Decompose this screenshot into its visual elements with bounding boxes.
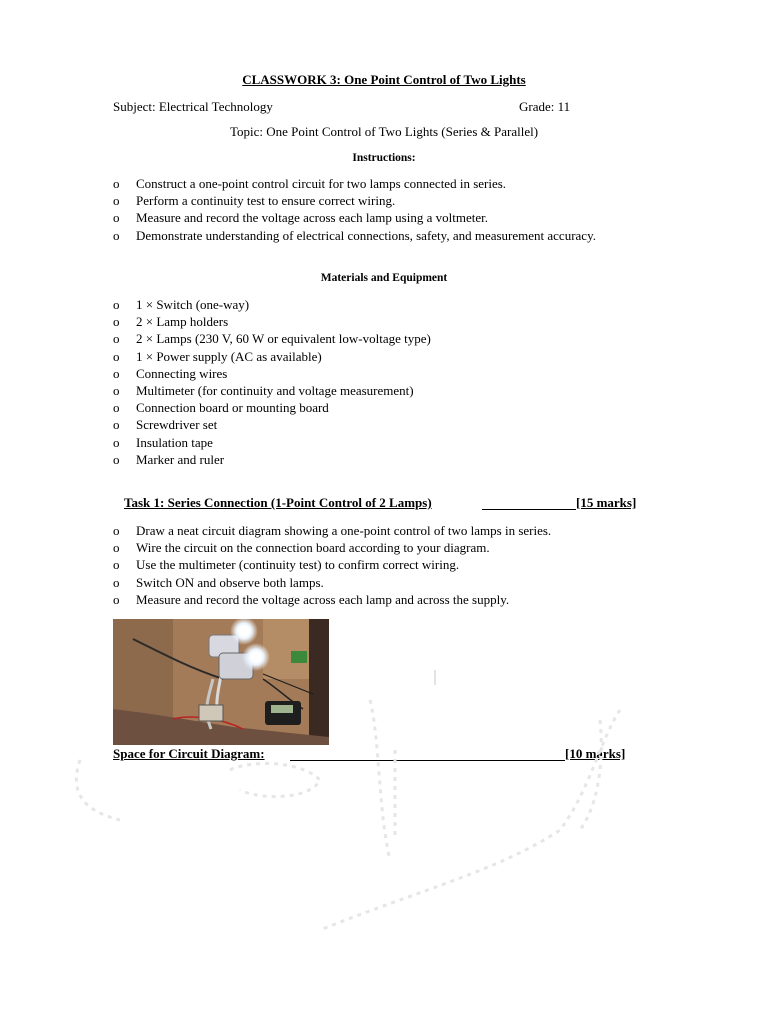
list-item xyxy=(113,175,656,192)
list-item xyxy=(113,574,656,591)
list-item-text: Marker and ruler xyxy=(136,451,225,467)
diagram-label: Space for Circuit Diagram: xyxy=(113,746,265,761)
list-item-text: Connection board or mounting board xyxy=(136,400,329,416)
list-item-text: 1 × Switch (one-way) xyxy=(136,297,250,312)
list-item-text: 2 × Lamps (230 V, 60 W or equivalent low-voltage type) xyxy=(136,331,431,347)
list-item-text: Use the multimeter (continuity test) to confirm correct wiring. xyxy=(136,557,460,573)
list-item xyxy=(113,416,656,433)
list-item xyxy=(113,227,656,244)
topic-line: Topic: One Point Control of Two Lights (Series & Parallel) xyxy=(229,124,539,139)
list-item-text: 2 × Lamp holders xyxy=(136,314,229,330)
task1-gap-line xyxy=(482,509,576,510)
subject-label: Subject: Electrical Technology xyxy=(113,99,273,114)
list-item-text: Perform a continuity test to ensure correct wiring. xyxy=(136,193,396,209)
bullet-icon: o xyxy=(113,227,120,243)
bullet-icon: o xyxy=(113,451,120,467)
instructions-heading: Instructions: xyxy=(352,152,416,164)
list-item-text: Measure and record the voltage across each lamp using a voltmeter. xyxy=(136,210,488,226)
list-item xyxy=(113,556,656,573)
list-item-text: Switch ON and observe both lamps. xyxy=(136,574,324,590)
list-item xyxy=(113,539,656,556)
bullet-icon: o xyxy=(113,193,120,209)
list-item-text: Demonstrate understanding of electrical connections, safety, and measurement accuracy. xyxy=(136,227,596,243)
list-item-text: Insulation tape xyxy=(136,434,213,450)
list-item-text: Multimeter (for continuity and voltage measurement) xyxy=(136,383,414,399)
materials-heading: Materials and Equipment xyxy=(320,272,448,284)
list-item xyxy=(113,192,656,209)
list-item-text: Connecting wires xyxy=(136,365,228,381)
list-item-text: Construct a one-point control circuit for two lamps connected in series. xyxy=(136,176,507,191)
page-title: CLASSWORK 3: One Point Control of Two Lights xyxy=(242,72,526,87)
bullet-icon: o xyxy=(113,434,120,450)
list-item xyxy=(113,296,656,313)
bullet-icon: o xyxy=(113,314,120,330)
task1-title: Task 1: Series Connection (1-Point Control of 2 Lamps) xyxy=(124,495,432,510)
list-item xyxy=(113,209,656,226)
list-item-text: Measure and record the voltage across each lamp and across the supply. xyxy=(136,591,510,607)
list-item xyxy=(113,434,656,451)
bullet-icon: o xyxy=(113,417,120,433)
diagram-marks: [10 marks] xyxy=(565,746,626,761)
task1-marks: [15 marks] xyxy=(576,495,637,510)
list-item xyxy=(113,313,656,330)
bullet-icon: o xyxy=(113,176,120,191)
bullet-icon: o xyxy=(113,331,120,347)
bullet-icon: o xyxy=(113,365,120,381)
list-item xyxy=(113,348,656,365)
bullet-icon: o xyxy=(113,210,120,226)
bullet-icon: o xyxy=(113,591,120,607)
list-item xyxy=(113,399,656,416)
bullet-icon: o xyxy=(113,574,120,590)
task1-steps xyxy=(113,522,656,608)
materials-list xyxy=(113,296,656,468)
list-item xyxy=(113,451,656,468)
list-item-text: Draw a neat circuit diagram showing a one-point control of two lamps in series. xyxy=(136,523,552,538)
list-item xyxy=(113,382,656,399)
bullet-icon: o xyxy=(113,540,120,556)
bullet-icon: o xyxy=(113,348,120,364)
bullet-icon: o xyxy=(113,297,120,312)
grade-label: Grade: 11 xyxy=(519,99,571,114)
list-item-text: 1 × Power supply (AC as available) xyxy=(136,348,322,364)
bullet-icon: o xyxy=(113,400,120,416)
list-item xyxy=(113,591,656,608)
list-item-text: Screwdriver set xyxy=(136,417,218,433)
pencil-traces xyxy=(0,660,768,960)
list-item-text: Wire the circuit on the connection board according to your diagram. xyxy=(136,540,490,556)
instructions-list xyxy=(113,175,656,244)
bullet-icon: o xyxy=(113,523,120,538)
list-item xyxy=(113,522,656,539)
bullet-icon: o xyxy=(113,557,120,573)
bullet-icon: o xyxy=(113,383,120,399)
list-item xyxy=(113,330,656,347)
list-item xyxy=(113,365,656,382)
